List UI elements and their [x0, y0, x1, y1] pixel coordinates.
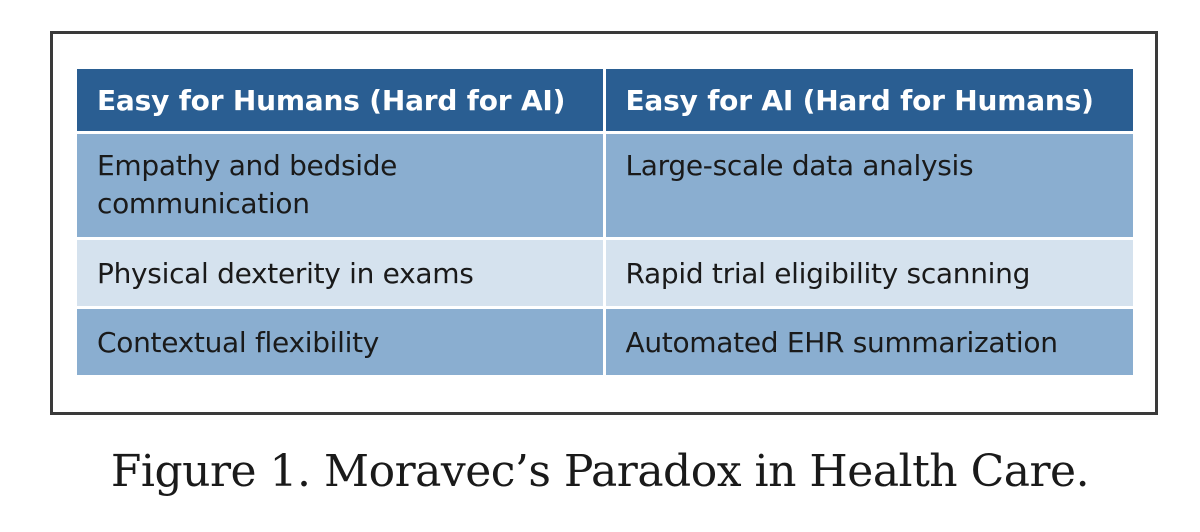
table-row: [77, 307, 1133, 375]
table-cell: Rapid trial eligibility scanning: [604, 238, 1133, 307]
table-cell: Automated EHR summarization: [604, 307, 1133, 375]
figure-caption: Figure 1. Moravec’s Paradox in Health Care.: [110, 446, 1090, 497]
table-cell: Contextual flexibility: [77, 307, 604, 375]
table-cell: Empathy and bedside communication: [77, 132, 604, 238]
table-row: [77, 238, 1133, 307]
paradox-table: [77, 69, 1133, 375]
table-row: [77, 132, 1133, 238]
column-header-humans: Easy for Humans (Hard for AI): [77, 69, 604, 132]
table-cell: Large-scale data analysis: [604, 132, 1133, 238]
table-cell: Physical dexterity in exams: [77, 238, 604, 307]
column-header-ai: Easy for AI (Hard for Humans): [604, 69, 1133, 132]
table-header-row: [77, 69, 1133, 132]
